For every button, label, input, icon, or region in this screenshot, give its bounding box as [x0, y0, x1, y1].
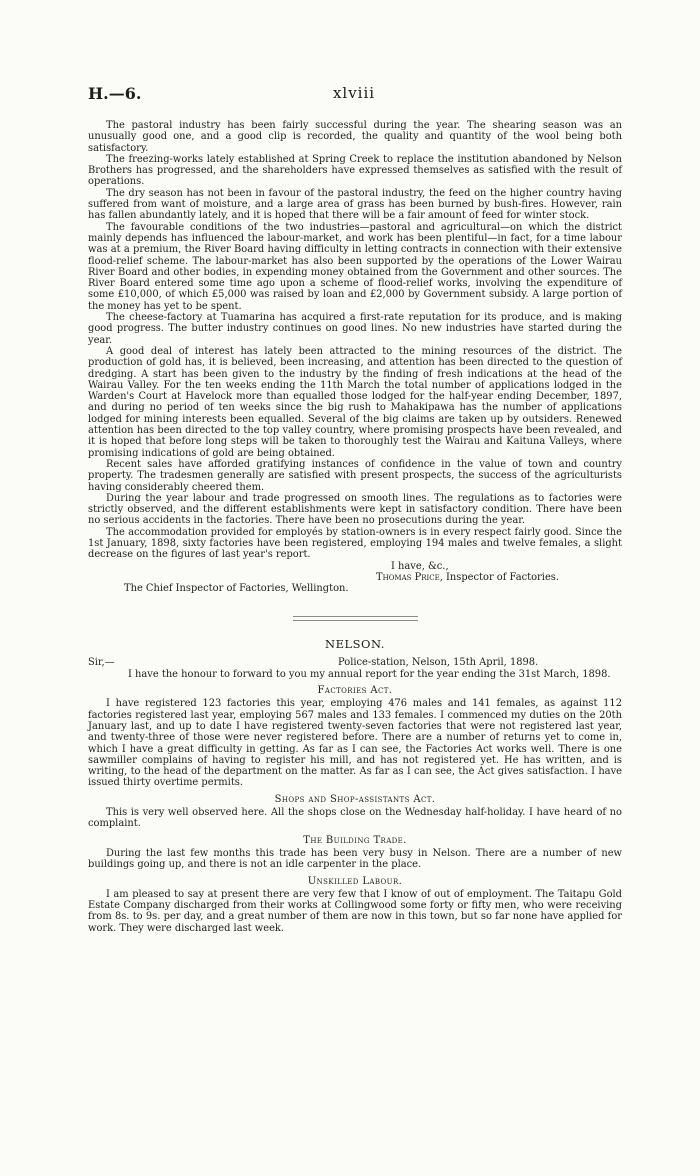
signature [88, 572, 622, 583]
paragraph: The cheese-factory at Tuamarina has acquired a first-rate reputation for its produce, and is making good progress. The butter industry continues on good lines. No new industries have started during the year. [88, 312, 622, 346]
page-number: xlviii [332, 84, 376, 102]
section-title-nelson: NELSON. [325, 637, 385, 652]
signatory-name: Thomas Price [376, 571, 440, 583]
paragraph: During the last few months this trade has been very busy in Nelson. There are a number of new buildings going up, and there is not an idle carpenter in the place. [88, 847, 622, 871]
signatory-title: , Inspector of Factories. [439, 571, 559, 583]
subheading-building-trade: The Building Trade. [303, 834, 407, 846]
letter-date: Police-station, Nelson, 15th April, 1898. [338, 656, 539, 668]
paragraph: I have registered 123 factories this year, employing 476 males and 141 females, as against 112 factories registered last year, employing 567 males and 133 females. I commenced my duties on the 20th January last, and up to date I have registered twenty-seven factories that were not registered last year, and twenty-three of those were never registered before. There are a number of returns yet to come in, which I have a great difficulty in getting. As far as I can see, the Factories Act works well. There is one sawmiller complains of having to register his mill, and has not registered yet. He has written, and is writing, to the head of the department on the matter. As far as I can see, the Act gives satisfaction. I have issued thirty overtime permits. [88, 698, 622, 789]
signoff: I have, &c., [391, 560, 449, 572]
paragraph: This is very well observed here. All the shops close on the Wednesday half-holiday. I have heard of no complaint. [88, 807, 622, 830]
salutation-line [88, 657, 622, 669]
subheading-factories-act: Factories Act. [317, 685, 393, 697]
paragraph: I am pleased to say at present there are very few that I know of out of employment. The Taitapu Gold Estate Company discharged from their works at Collingwood some forty or fifty men, who were receiving from 8s. to 9s. per day, and a great number of them are now in this town, but so far none have applied for work. They were discharged last week. [88, 888, 622, 934]
paragraph: The favourable conditions of the two industries—pastoral and agricultural—on which the district mainly depends has influenced the labour-market, and work has been plentiful—in fact, for a time labour was at a premium, the River Board having difficulty in letting contracts in connection with their extensive flood-relief scheme. The labour-market has also been supported by the operations of the Lower Wairau River Board and other bodies, in expending money obtained from the Government and other sources. The River Board entered some time ago upon a scheme of flood-relief works, involving the expenditure of some £10,000, of which £5,000 was raised by loan and £2,000 by Government subsidy. A large portion of the money has yet to be spent. [88, 221, 622, 312]
subheading-unskilled-labour: Unskilled Labour. [307, 875, 403, 887]
subheading-shops-act: Shops and Shop-assistants Act. [274, 793, 436, 805]
paragraph: The freezing-works lately established at Spring Creek to replace the institution abandoned by Nelson Brothers has progressed, and the shareholders have expressed themselves as satisfied with the result of operations. [88, 153, 622, 188]
paragraph: The dry season has not been in favour of the pastoral industry, the feed on the higher country having suffered from want of moisture, and a large area of grass has been burned by bush-fires. However, rain has fallen abundantly lately, and it is hoped that there will be a fair amount of feed for winter stock. [88, 187, 622, 222]
paragraph: During the year labour and trade progressed on smooth lines. The regulations as to factories were strictly observed, and the different establishments were kept in satisfactory condition. There have been no serious accidents in the factories. There have been no prosecutions during the year. [88, 492, 622, 527]
page-header [88, 84, 620, 104]
paragraph: The pastoral industry has been fairly successful during the year. The shearing season was an unusually good one, and a good clip is recorded, the quality and quantity of the wool being both satisfactory. [88, 120, 622, 154]
report-body [88, 120, 622, 934]
section-divider [293, 616, 418, 621]
paragraph: The accommodation provided for employés by station-owners is in every respect fairly good. Since the 1st January, 1898, sixty factories have been registered, employing 194 males and twelve females, a slight decrease on the figures of last year's report. [88, 526, 622, 561]
paragraph: Recent sales have afforded gratifying instances of confidence in the value of town and country property. The tradesmen generally are satisfied with present prospects, the success of the agriculturists having considerably cheered them. [88, 458, 622, 493]
opening-paragraph: I have the honour to forward to you my annual report for the year ending the 31st March, 1898. [128, 668, 611, 680]
salutation: Sir,— [88, 656, 115, 668]
paragraph: A good deal of interest has lately been attracted to the mining resources of the district. The production of gold has, it is believed, been increasing, and attention has been directed to the question of dredging. A start has been given to the industry by the finding of fresh indications at the head of the Wairau Valley. For the ten weeks ending the 11th March the total number of applications lodged in the Warden's Court at Havelock more than equalled those lodged for the half-year ending December, 1897, and during no period of ten weeks since the big rush to Mahakipawa has the number of applications lodged for mining interests been equalled. Several of the big claims are taken up by outsiders. Renewed attention has been directed to the top valley country, where promising prospects have been revealed, and it is hoped that before long steps will be taken to thoroughly test the Wairau and Kaituna Valleys, where promising indications of gold are being obtained. [88, 345, 622, 459]
document-reference: H.—6. [88, 84, 142, 103]
addressee: The Chief Inspector of Factories, Wellington. [124, 583, 349, 595]
